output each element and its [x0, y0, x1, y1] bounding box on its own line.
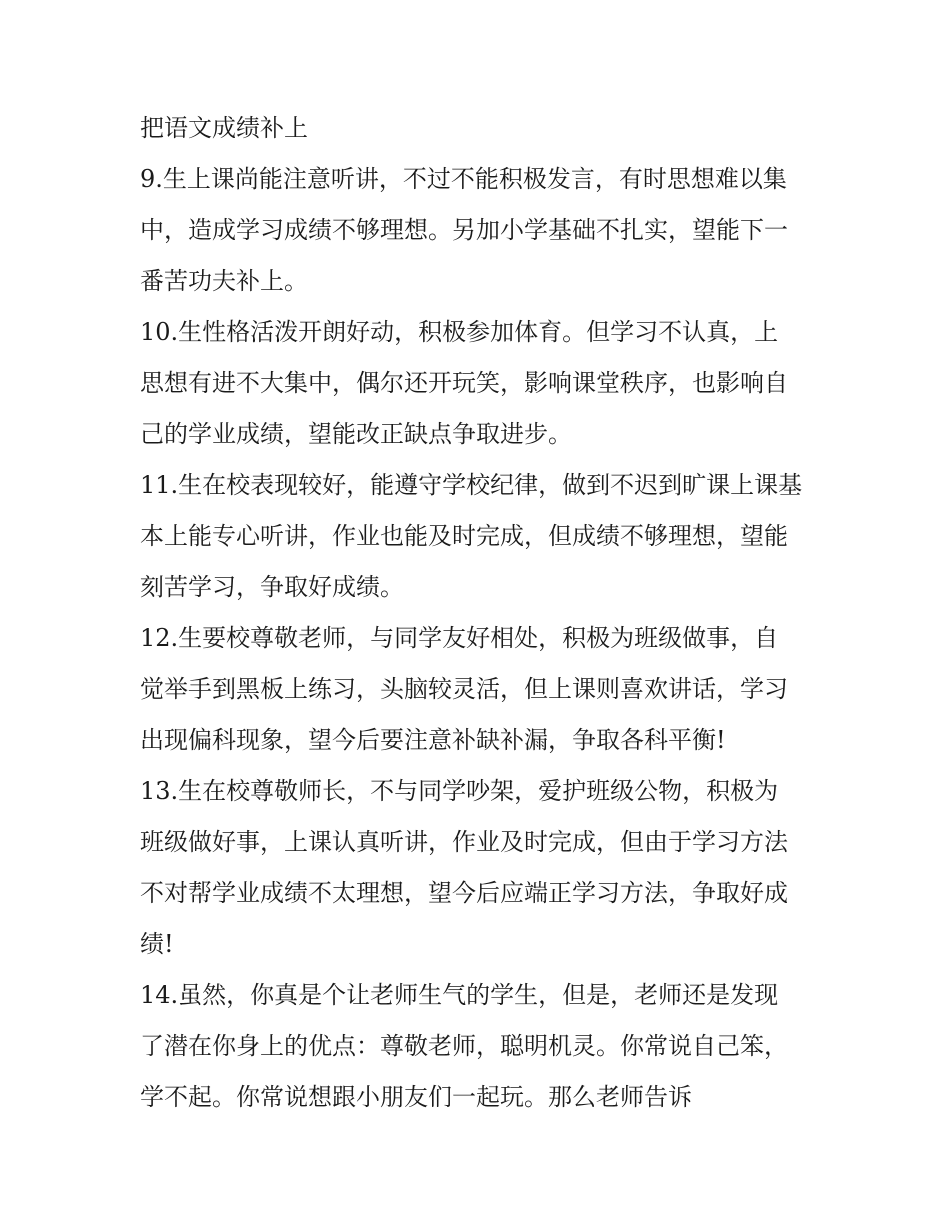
- text-line: 刻苦学习，争取好成绩。: [140, 573, 404, 601]
- text-line: 中，造成学习成绩不够理想。另加小学基础不扎实，望能下一: [140, 216, 788, 244]
- text-line: 绩!: [140, 930, 174, 958]
- text-line: 14.虽然，你真是个让老师生气的学生，但是，老师还是发现: [140, 981, 779, 1009]
- text-line: 11.生在校表现较好，能遵守学校纪律，做到不迟到旷课上课基: [140, 471, 803, 499]
- text-line: 9.生上课尚能注意听讲，不过不能积极发言，有时思想难以集: [140, 165, 787, 193]
- text-line: 番苦功夫补上。: [140, 267, 308, 295]
- text-line: 出现偏科现象，望今后要注意补缺补漏，争取各科平衡!: [140, 726, 726, 754]
- text-line: 觉举手到黑板上练习，头脑较灵活，但上课则喜欢讲话，学习: [140, 675, 788, 703]
- text-line: 思想有进不大集中，偶尔还开玩笑，影响课堂秩序，也影响自: [140, 369, 788, 397]
- text-line: 学不起。你常说想跟小朋友们一起玩。那么老师告诉: [140, 1083, 692, 1111]
- text-line: 不对帮学业成绩不太理想，望今后应端正学习方法，争取好成: [140, 879, 788, 907]
- document-body: [140, 103, 830, 1123]
- text-line: 10.生性格活泼开朗好动，积极参加体育。但学习不认真，上: [140, 318, 779, 346]
- text-line: 己的学业成绩，望能改正缺点争取进步。: [140, 420, 572, 448]
- text-line: 本上能专心听讲，作业也能及时完成，但成绩不够理想，望能: [140, 522, 788, 550]
- text-line: 班级做好事，上课认真听讲，作业及时完成，但由于学习方法: [140, 828, 788, 856]
- text-line: 了潜在你身上的优点：尊敬老师，聪明机灵。你常说自己笨，: [140, 1032, 788, 1060]
- text-line: 13.生在校尊敬师长，不与同学吵架，爱护班级公物，积极为: [140, 777, 779, 805]
- text-line: 12.生要校尊敬老师，与同学友好相处，积极为班级做事，自: [140, 624, 779, 652]
- text-line: 把语文成绩补上: [140, 114, 308, 142]
